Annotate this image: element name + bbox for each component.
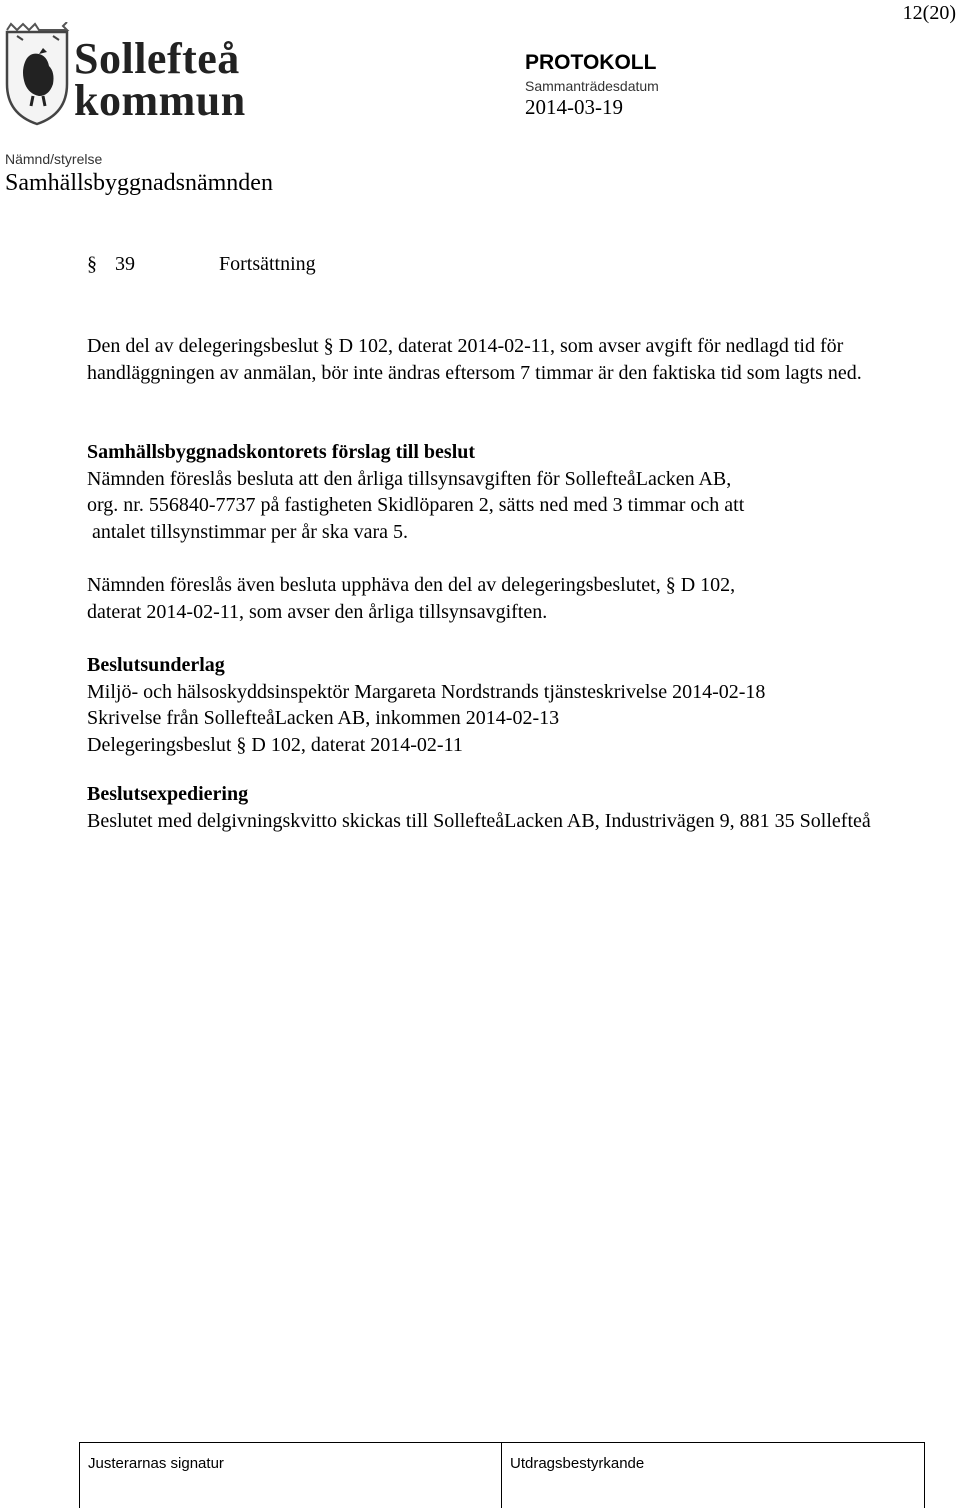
meeting-date: 2014-03-19	[525, 95, 623, 119]
proposal-line: daterat 2014-02-11, som avser den årliga tillsynsavgiften.	[87, 600, 548, 623]
paragraph-number: 39	[115, 253, 135, 275]
proposal-continued	[87, 572, 947, 625]
dispatch-text: Beslutet med delgivningskvitto skickas till SollefteåLacken AB, Industrivägen 9, 881 35 Sollefteå	[87, 809, 871, 832]
proposal-line: Nämnden föreslås besluta att den årliga tillsynsavgiften för SollefteåLacken AB,	[87, 467, 732, 490]
logo-line-2: kommun	[74, 76, 246, 125]
proposal-line: Nämnden föreslås även besluta upphäva den del av delegeringsbeslutet, § D 102,	[87, 574, 736, 596]
proposal-section	[87, 439, 947, 545]
signature-box	[79, 1442, 925, 1508]
proposal-line: antalet tillsynstimmar per år ska vara 5.	[92, 520, 409, 543]
page-number: 12(20)	[902, 2, 956, 24]
proposal-heading: Samhällsbyggnadskontorets förslag till beslut	[87, 441, 476, 463]
paragraph-title: Fortsättning	[219, 253, 316, 275]
signature-label: Justerarnas signatur	[88, 1455, 224, 1472]
basis-item: Skrivelse från SollefteåLacken AB, inkommen 2014-02-13	[87, 707, 560, 729]
paragraph-symbol: §	[87, 253, 97, 275]
proposal-line: org. nr. 556840-7737 på fastigheten Skidlöparen 2, sätts ned med 3 timmar och att	[87, 494, 745, 516]
intro-paragraph	[87, 333, 947, 386]
basis-item: Delegeringsbeslut § D 102, daterat 2014-02-11	[87, 733, 463, 756]
dispatch-section	[87, 781, 947, 834]
committee-name: Samhällsbyggnadsnämnden	[5, 170, 273, 196]
coat-of-arms-icon	[7, 22, 67, 124]
basis-section	[87, 652, 947, 758]
document-type: PROTOKOLL	[525, 51, 657, 74]
logo-wordmark	[74, 34, 246, 125]
basis-heading: Beslutsunderlag	[87, 654, 225, 676]
committee-label: Nämnd/styrelse	[5, 151, 103, 167]
certification-label: Utdragsbestyrkande	[510, 1455, 645, 1472]
signature-divider	[501, 1443, 502, 1508]
basis-item: Miljö- och hälsoskyddsinspektör Margareta Nordstrands tjänsteskrivelse 2014-02-18	[87, 680, 766, 703]
paragraph-heading	[87, 253, 316, 276]
dispatch-heading: Beslutsexpediering	[87, 783, 249, 805]
logo-line-1: Sollefteå	[74, 34, 240, 83]
intro-text: Den del av delegeringsbeslut § D 102, daterat 2014-02-11, som avser avgift för nedlagd tid för handläggningen av anmälan, bör inte ändras eftersom 7 timmar är den faktiska tid som lagts ned.	[87, 335, 862, 384]
meeting-date-label: Sammanträdesdatum	[525, 78, 659, 94]
